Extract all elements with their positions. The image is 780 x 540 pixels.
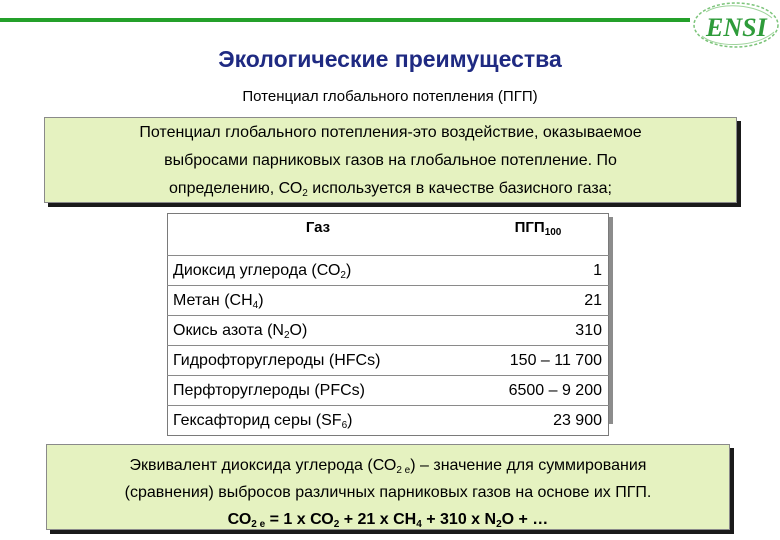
table-header-row bbox=[168, 214, 609, 256]
gwp-table-container bbox=[167, 213, 609, 431]
gas-gwp-value: 6500 – 9 200 bbox=[468, 376, 609, 406]
table-row bbox=[168, 316, 609, 346]
table-row bbox=[168, 256, 609, 286]
table-row bbox=[168, 286, 609, 316]
gas-name: Гидрофторуглероды (HFCs) bbox=[168, 346, 469, 376]
gas-gwp-value: 21 bbox=[468, 286, 609, 316]
gas-gwp-value: 23 900 bbox=[468, 406, 609, 436]
table-row bbox=[168, 406, 609, 436]
equivalent-box bbox=[46, 444, 730, 530]
gwp-table bbox=[167, 213, 609, 436]
gas-gwp-value: 310 bbox=[468, 316, 609, 346]
page-title: Экологические преимущества bbox=[218, 46, 562, 72]
gas-name: Метан $(СН_4)$ bbox=[168, 286, 469, 316]
logo-text: ENSI bbox=[706, 13, 767, 42]
gas-name: Перфторуглероды (PFCs) bbox=[168, 376, 469, 406]
gas-name: Гексафторид серы $(SF_6)$ bbox=[168, 406, 469, 436]
gas-gwp-value: 1 bbox=[468, 256, 609, 286]
gas-gwp-value: 150 – 11 700 bbox=[468, 346, 609, 376]
definition-line-2: выбросами парниковых газов на глобальное потепление. По bbox=[164, 152, 617, 169]
table-row bbox=[168, 376, 609, 406]
equivalent-formula: $СО_{2 е} = 1$ х $СО_2 + 21$ х $СН_4 + 310$ х $N_2O$ + … bbox=[227, 511, 549, 530]
definition-line-1: Потенциал глобального потепления-это воздействие, оказываемое bbox=[139, 124, 642, 141]
header-gas: Газ bbox=[305, 219, 331, 236]
definition-box bbox=[44, 117, 737, 203]
definition-line-3: определению, $СО_2$ используется в качестве базисного газа; bbox=[169, 180, 612, 199]
gas-name: Окись азота $(N_2O)$ bbox=[168, 316, 469, 346]
header-divider-line bbox=[0, 18, 690, 22]
table-row bbox=[168, 346, 609, 376]
gas-name: Диоксид углерода $(СО_2)$ bbox=[168, 256, 469, 286]
page-subtitle: Потенциал глобального потепления (ПГП) bbox=[242, 88, 538, 105]
equivalent-line-1: Эквивалент диоксида углерода $(СО_{2 е})$ – значение для суммирования bbox=[129, 457, 647, 476]
header-gwp: $ПГП_{100}$ bbox=[514, 219, 562, 238]
equivalent-line-2: (сравнения) выбросов различных парниковых газов на основе их ПГП. bbox=[124, 484, 652, 501]
